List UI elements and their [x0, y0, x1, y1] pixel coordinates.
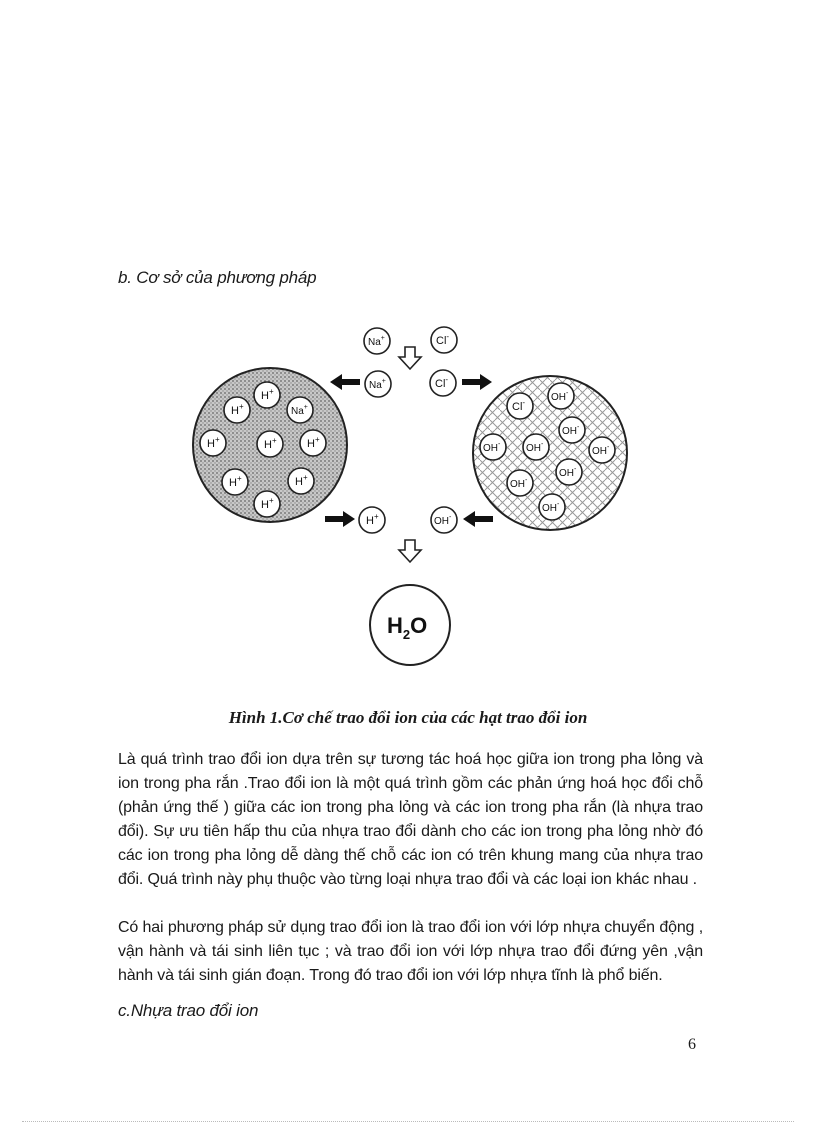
ion-oh-released [431, 507, 457, 533]
incoming-ion-na [364, 328, 390, 354]
svg-text:H+: H+ [231, 402, 244, 417]
ion-h [254, 491, 280, 517]
svg-text:H+: H+ [261, 387, 274, 402]
svg-text:OH-: OH- [562, 424, 580, 437]
ion-exchange-diagram [180, 300, 640, 710]
ion-oh [523, 434, 549, 460]
ion-cl-to-resin [430, 370, 456, 396]
ion-h [254, 382, 280, 408]
ion-oh [539, 494, 565, 520]
ion-oh [559, 417, 585, 443]
ion-h [222, 469, 248, 495]
ion-exchange-figure [180, 300, 640, 710]
svg-text:OH-: OH- [551, 390, 569, 403]
down-arrow-bottom-icon [399, 540, 421, 562]
footer-divider [22, 1121, 794, 1122]
svg-text:Na+: Na+ [368, 335, 385, 348]
svg-text:Cl-: Cl- [512, 398, 526, 413]
svg-text:OH-: OH- [434, 514, 452, 527]
ion-na [287, 397, 313, 423]
ion-h-released [359, 507, 385, 533]
svg-text:H+: H+ [261, 496, 274, 511]
down-arrow-top-icon [399, 347, 421, 369]
svg-text:OH-: OH- [526, 441, 544, 454]
ion-oh [507, 470, 533, 496]
svg-text:H+: H+ [307, 435, 320, 450]
ion-oh [480, 434, 506, 460]
right-arrow-icon [462, 374, 492, 390]
svg-text:Cl-: Cl- [435, 375, 449, 390]
paragraph-1: Là quá trình trao đổi ion dựa trên sự tương tác hoá học giữa ion trong pha lỏng và ion trong pha rắn .Trao đổi ion là một quá trình gồm các phản ứng hoá học đổi chỗ (phản ứng thế ) giữa các ion trong pha lỏng và các ion trong pha rắn (là nhựa trao đổi). Sự ưu tiên hấp thu của nhựa trao đổi dành cho các ion trong pha lỏng nhờ đó các ion trong pha lỏng dễ dàng thế chỗ các ion có trên khung mang của nhựa trao đổi. Quá trình này phụ thuộc vào từng loại nhựa trao đổi và các loại ion khác nhau . [118, 751, 703, 888]
ion-oh [548, 383, 574, 409]
svg-text:OH-: OH- [483, 441, 501, 454]
incoming-ion-cl [431, 327, 457, 353]
inward-right-arrow-icon [325, 511, 355, 527]
svg-text:H+: H+ [207, 435, 220, 450]
svg-text:Na+: Na+ [369, 378, 386, 391]
section-heading-b: b. Cơ sở của phương pháp [118, 268, 317, 287]
ion-na-to-resin [365, 371, 391, 397]
ion-cl [507, 393, 533, 419]
svg-text:Na+: Na+ [291, 404, 308, 417]
svg-text:H+: H+ [264, 436, 277, 451]
page-number: 6 [688, 1036, 696, 1053]
svg-text:Cl-: Cl- [436, 332, 450, 347]
ion-oh [589, 437, 615, 463]
svg-text:OH-: OH- [592, 444, 610, 457]
paragraph-2: Có hai phương pháp sử dụng trao đổi ion là trao đổi ion với lớp nhựa chuyển động , vận hành và tái sinh liên tục ; và trao đổi ion với lớp nhựa trao đổi đứng yên ,vận hành và tái sinh gián đoạn. Trong đó trao đổi ion với lớp nhựa tĩnh là phổ biến. [118, 919, 703, 984]
svg-text:OH-: OH- [559, 466, 577, 479]
section-heading-c: c.Nhựa trao đổi ion [118, 1001, 259, 1020]
water-label: $H_2O$ [387, 613, 428, 642]
svg-text:H+: H+ [366, 512, 379, 527]
svg-text:H+: H+ [229, 474, 242, 489]
svg-text:OH-: OH- [542, 501, 560, 514]
ion-h [300, 430, 326, 456]
svg-text:OH-: OH- [510, 477, 528, 490]
ion-h [224, 397, 250, 423]
ion-h [288, 468, 314, 494]
ion-oh [556, 459, 582, 485]
left-arrow-icon [330, 374, 360, 390]
inward-left-arrow-icon [463, 511, 493, 527]
svg-text:H+: H+ [295, 473, 308, 488]
ion-h [257, 431, 283, 457]
figure-caption: Hình 1.Cơ chế trao đổi ion của các hạt trao đổi ion [228, 708, 588, 727]
ion-h [200, 430, 226, 456]
